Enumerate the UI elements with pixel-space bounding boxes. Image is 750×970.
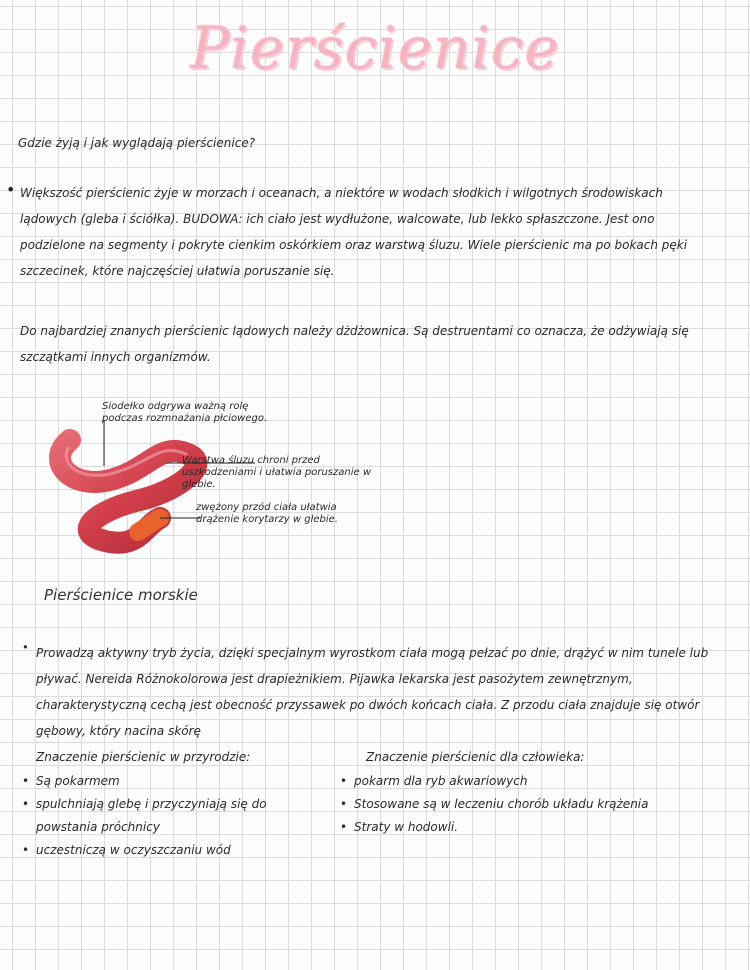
worm-body [60,440,196,543]
earthworm-block [20,318,720,370]
nature-list [22,770,322,862]
list-item: • Są pokarmem [22,770,322,793]
earthworm-diagram [40,420,380,570]
human-list [340,770,720,839]
question-heading: Gdzie żyją i jak wyglądają pierścienice? [18,136,256,150]
marine-heading: Pierścienice morskie [44,586,198,604]
worm-front [138,518,160,532]
list-item: • uczestniczą w oczyszczaniu wód [22,839,322,862]
human-column [340,750,720,839]
annotation-mucus: Warstwa śluzu chroni przed uszkodzeniami i ułatwia poruszanie w glebie. [182,455,372,490]
nature-heading: Znaczenie pierścienic w przyrodzie: [36,750,251,764]
human-heading: Znaczenie pierścienic dla człowieka: [366,750,585,764]
marine-block [22,640,736,744]
list-item: • Straty w hodowli. [340,816,720,839]
list-item: • Stosowane są w leczeniu chorób układu krążenia [340,793,720,816]
earthworm-paragraph: Do najbardziej znanych pierścienic lądowych należy dżdżownica. Są destruentami co oznacza, że odżywiają się szczątkami innych organizmów. [20,324,689,364]
bullet-icon: • [6,180,16,199]
annotation-clitellum: Siodełko odgrywa ważną rolę podczas rozmnażania płciowego. [102,401,268,424]
list-item: • spulchniają glebę i przyczyniają się do powstania próchnicy [22,793,322,839]
bullet-icon: • [22,640,29,654]
nature-column [22,750,322,862]
list-item: • pokarm dla ryb akwariowych [340,770,720,793]
intro-block [6,180,720,284]
marine-paragraph: Prowadzą aktywny tryb życia, dzięki specjalnym wyrostkom ciała mogą pełzać po dnie, drążyć w nim tunele lub pływać. Nereida Różnokolorowa jest drapieżnikiem. Pijawka lekarska jest pasożytem zewnętrznym, charakterystyczną cechą jest obecność przyssawek po dwóch końcach ciała. Z przodu ciała znajduje się otwór gębowy, który nacina skórę [36,646,709,738]
intro-paragraph: Większość pierścienic żyje w morzach i oceanach, a niektóre w wodach słodkich i wilgotnych środowiskach lądowych (gleba i ściółka). BUDOWA: ich ciało jest wydłużone, walcowate, lub lekko spłaszczone. Jest ono podzielone na segmenty i pokryte cienkim oskórkiem oraz warstwą śluzu. Wiele pierścienic ma po bokach pęki szczecinek, które najczęściej ułatwia poruszanie się. [20,186,688,278]
page-title: Pierścienice [190,14,560,82]
annotation-front: zwężony przód ciała ułatwia drążenie korytarzy w glebie. [196,502,338,525]
